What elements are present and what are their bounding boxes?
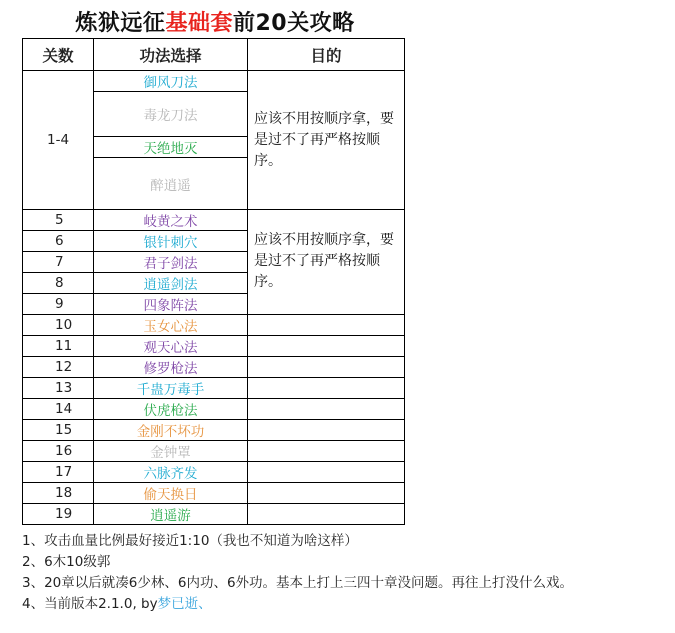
- table-row: [23, 357, 405, 378]
- empty-cell: [248, 462, 405, 483]
- notes-section: [22, 531, 672, 615]
- header-skill: 功法选择: [94, 39, 248, 71]
- page-title: [0, 6, 430, 37]
- level-cell: 19: [23, 504, 94, 525]
- header-purpose: 目的: [248, 39, 405, 71]
- table-header-row: [23, 39, 405, 71]
- skill-cell: 金钟罩: [94, 441, 248, 462]
- empty-cell: [248, 378, 405, 399]
- level-cell: 6: [23, 231, 94, 252]
- level-cell: 12: [23, 357, 94, 378]
- empty-cell: [248, 336, 405, 357]
- empty-cell: [248, 483, 405, 504]
- level-cell: 5: [23, 210, 94, 231]
- empty-cell: [248, 441, 405, 462]
- level-cell: 17: [23, 462, 94, 483]
- level-cell: 7: [23, 252, 94, 273]
- title-part1: 炼狱远征: [75, 11, 166, 36]
- skill-cell: 君子剑法: [94, 252, 248, 273]
- table-row: [23, 420, 405, 441]
- skill-cell: 四象阵法: [94, 294, 248, 315]
- skill-cell: 伏虎枪法: [94, 399, 248, 420]
- table-row: [23, 315, 405, 336]
- empty-cell: [248, 357, 405, 378]
- table-row: [23, 462, 405, 483]
- skill-cell: 醉逍遥: [94, 158, 248, 210]
- table-row: [23, 399, 405, 420]
- table-row: [23, 71, 405, 92]
- empty-cell: [248, 420, 405, 441]
- table-row: [23, 483, 405, 504]
- skill-cell: 逍遥剑法: [94, 273, 248, 294]
- level-cell: 18: [23, 483, 94, 504]
- levels-1-4-cell: 1-4: [23, 71, 94, 210]
- level-cell: 15: [23, 420, 94, 441]
- empty-cell: [248, 315, 405, 336]
- table-row: [23, 210, 405, 231]
- table-row: [23, 441, 405, 462]
- table-row: [23, 504, 405, 525]
- author-name: 梦已逝、: [157, 596, 212, 612]
- header-levels: 关数: [23, 39, 94, 71]
- skill-cell: 天绝地灭: [94, 137, 248, 158]
- level-cell: 11: [23, 336, 94, 357]
- skill-cell: 逍遥游: [94, 504, 248, 525]
- level-cell: 13: [23, 378, 94, 399]
- note-item: [22, 594, 672, 615]
- skill-cell: 御风刀法: [94, 71, 248, 92]
- table-row: [23, 378, 405, 399]
- skill-cell: 六脉齐发: [94, 462, 248, 483]
- skill-cell: 观天心法: [94, 336, 248, 357]
- table-row: [23, 336, 405, 357]
- skill-cell: 玉女心法: [94, 315, 248, 336]
- title-part2: 前20关攻略: [232, 11, 355, 36]
- note-version: 4、当前版本2.1.0, by: [22, 596, 158, 612]
- level-cell: 14: [23, 399, 94, 420]
- purpose-cell-group1: 应该不用按顺序拿，要是过不了再严格按顺序。: [248, 71, 405, 210]
- level-cell: 8: [23, 273, 94, 294]
- title-highlight: 基础套: [165, 11, 233, 36]
- skill-cell: 岐黄之术: [94, 210, 248, 231]
- skill-cell: 金刚不坏功: [94, 420, 248, 441]
- skill-cell: 修罗枪法: [94, 357, 248, 378]
- note-item: 1、攻击血量比例最好接近1:10（我也不知道为啥这样）: [22, 533, 358, 549]
- empty-cell: [248, 504, 405, 525]
- strategy-table: [22, 38, 405, 525]
- skill-cell: 千蛊万毒手: [94, 378, 248, 399]
- level-cell: 9: [23, 294, 94, 315]
- skill-cell: 银针刺穴: [94, 231, 248, 252]
- purpose-cell-group2: 应该不用按顺序拿，要是过不了再严格按顺序。: [248, 210, 405, 315]
- skill-cell: 偷天换日: [94, 483, 248, 504]
- note-item: 3、20章以后就凑6少林、6内功、6外功。基本上打上三四十章没问题。再往上打没什么戏。: [22, 575, 574, 591]
- level-cell: 10: [23, 315, 94, 336]
- skill-cell: 毒龙刀法: [94, 92, 248, 137]
- empty-cell: [248, 399, 405, 420]
- level-cell: 16: [23, 441, 94, 462]
- note-item: 2、6木10级郭: [22, 554, 111, 570]
